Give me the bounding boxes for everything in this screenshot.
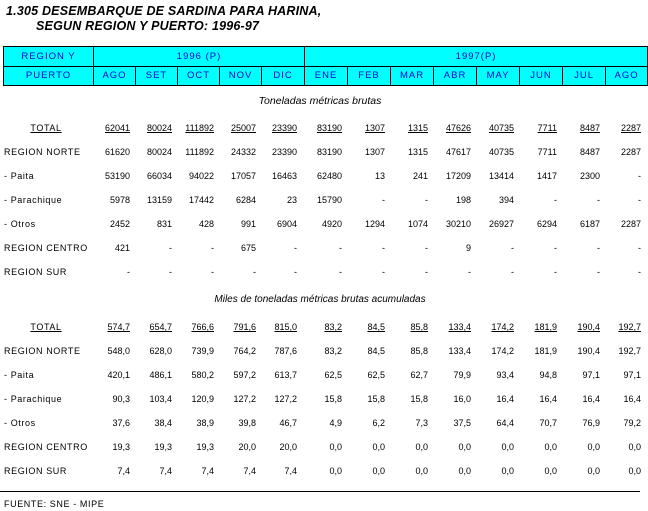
- table-cell: 111892: [185, 147, 214, 157]
- month-header: DIC: [262, 66, 305, 86]
- table-cell: -: [382, 243, 385, 253]
- table-cell: -: [211, 243, 214, 253]
- table-cell: 597,2: [233, 370, 256, 380]
- table-cell: 0,0: [628, 442, 641, 452]
- row-label: REGION CENTRO: [4, 243, 88, 253]
- table-cell: 37,6: [112, 418, 130, 428]
- table-cell: 20,0: [238, 442, 256, 452]
- table-cell: -: [597, 267, 600, 277]
- table-cumulative: [0, 315, 643, 483]
- table-cell: 0,0: [587, 442, 600, 452]
- table-cell: 628,0: [149, 346, 172, 356]
- table-cell: 80024: [146, 123, 172, 133]
- table-cell: 6187: [579, 219, 600, 229]
- table-cell: 421: [114, 243, 130, 253]
- table-cell: 40735: [488, 123, 514, 133]
- table-cell: 0,0: [372, 466, 385, 476]
- table-cell: 0,0: [587, 466, 600, 476]
- table-cell: 613,7: [274, 370, 297, 380]
- table-cell: 17442: [188, 195, 214, 205]
- table-cell: 7,4: [284, 466, 297, 476]
- table-cell: 80024: [146, 147, 172, 157]
- table-cell: -: [511, 243, 514, 253]
- table-cell: 6,2: [372, 418, 385, 428]
- table-cell: 70,7: [539, 418, 557, 428]
- table-cell: 97,1: [582, 370, 600, 380]
- table-cell: -: [597, 243, 600, 253]
- row-label: REGION NORTE: [4, 147, 81, 157]
- table-cell: 23: [286, 195, 297, 205]
- table-cell: -: [211, 267, 214, 277]
- row-label: REGION CENTRO: [4, 442, 88, 452]
- table-cell: -: [425, 267, 428, 277]
- table-cell: 192,7: [618, 322, 641, 332]
- table-cell: 13159: [146, 195, 172, 205]
- month-header: AGO: [606, 66, 648, 86]
- table-cell: 66034: [146, 171, 172, 181]
- table-cell: 61620: [104, 147, 130, 157]
- table-cell: 76,9: [582, 418, 600, 428]
- table-cell: 174,2: [491, 322, 514, 332]
- table-cell: 53190: [104, 171, 130, 181]
- row-label: - Otros: [4, 418, 36, 428]
- table-cell: 85,8: [410, 346, 428, 356]
- table-cell: 13: [374, 171, 385, 181]
- table-row: [0, 387, 643, 411]
- table-cell: 97,1: [623, 370, 641, 380]
- table-cell: 7711: [537, 123, 557, 133]
- table-cell: 7,4: [201, 466, 214, 476]
- table-cell: 15790: [316, 195, 342, 205]
- table-row: [0, 459, 643, 483]
- table-cell: -: [382, 267, 385, 277]
- row-label: - Parachique: [4, 195, 63, 205]
- source-note: FUENTE: SNE - MIPE: [4, 499, 105, 509]
- table-cell: -: [554, 267, 557, 277]
- table-cell: -: [169, 243, 172, 253]
- section-title-tonnes: Toneladas métricas brutas: [258, 95, 382, 107]
- table-cell: -: [597, 195, 600, 205]
- table-cell: -: [169, 267, 172, 277]
- table-cell: 15,8: [410, 394, 428, 404]
- table-cell: 5978: [109, 195, 130, 205]
- row-label-header-top: REGION Y: [4, 47, 94, 67]
- table-cell: 2287: [620, 219, 641, 229]
- table-cell: 1417: [536, 171, 557, 181]
- table-cell: 0,0: [329, 442, 342, 452]
- table-cell: 85,8: [410, 322, 428, 332]
- table-cell: 64,4: [496, 418, 514, 428]
- month-header: OCT: [178, 66, 220, 86]
- table-cell: 19,3: [112, 442, 130, 452]
- table-cell: 79,2: [623, 418, 641, 428]
- table-cell: 30210: [445, 219, 471, 229]
- table-cell: 764,2: [233, 346, 256, 356]
- footer-divider: [0, 491, 640, 492]
- row-label: REGION SUR: [4, 466, 68, 476]
- table-cell: -: [339, 243, 342, 253]
- row-label: REGION NORTE: [4, 346, 81, 356]
- table-cell: 8487: [579, 123, 600, 133]
- table-cell: 38,4: [154, 418, 172, 428]
- month-header: AGO: [94, 66, 136, 86]
- year-header-1997: 1997(P): [305, 47, 648, 67]
- table-cell: 428: [198, 219, 214, 229]
- table-cell: 0,0: [415, 466, 428, 476]
- table-cell: -: [554, 195, 557, 205]
- table-cell: 654,7: [149, 322, 172, 332]
- table-cell: 83,2: [324, 346, 342, 356]
- table-cell: 62,5: [324, 370, 342, 380]
- table-cell: 0,0: [628, 466, 641, 476]
- row-label: - Parachique: [4, 394, 63, 404]
- table-cell: 0,0: [544, 466, 557, 476]
- page-title: 1.305 DESEMBARQUE DE SARDINA PARA HARINA,: [6, 4, 322, 18]
- table-cell: 26927: [488, 219, 514, 229]
- table-cell: 831: [156, 219, 172, 229]
- table-cell: 791,6: [233, 322, 256, 332]
- table-cell: 548,0: [107, 346, 130, 356]
- table-cell: 174,2: [491, 346, 514, 356]
- table-cell: 120,9: [191, 394, 214, 404]
- table-cell: 83190: [316, 147, 342, 157]
- table-cell: 6294: [536, 219, 557, 229]
- table-row: [0, 188, 643, 212]
- table-cell: 991: [240, 219, 256, 229]
- table-cell: 62,5: [367, 370, 385, 380]
- table-cell: 15,8: [367, 394, 385, 404]
- month-header: FEB: [348, 66, 391, 86]
- table-cell: 15,8: [324, 394, 342, 404]
- month-header: SET: [136, 66, 178, 86]
- table-cell: 2287: [620, 147, 641, 157]
- table-row: [0, 411, 643, 435]
- table-cell: 17209: [445, 171, 471, 181]
- month-header: JUL: [563, 66, 606, 86]
- table-cell: 47626: [445, 123, 471, 133]
- table-cell: 4920: [321, 219, 342, 229]
- table-cell: 19,3: [154, 442, 172, 452]
- table-cell: 192,7: [618, 346, 641, 356]
- table-cell: 94,8: [539, 370, 557, 380]
- table-cell: 84,5: [367, 346, 385, 356]
- table-cell: 79,9: [453, 370, 471, 380]
- table-row: [0, 140, 643, 164]
- table-cell: 574,7: [107, 322, 130, 332]
- table-cell: 47617: [445, 147, 471, 157]
- table-cell: 7,4: [117, 466, 130, 476]
- table-cell: 2300: [579, 171, 600, 181]
- table-cell: 1315: [407, 147, 428, 157]
- month-header: NOV: [220, 66, 262, 86]
- table-cell: 16,4: [539, 394, 557, 404]
- table-cell: 103,4: [149, 394, 172, 404]
- table-cell: 0,0: [415, 442, 428, 452]
- table-cell: 46,7: [279, 418, 297, 428]
- table-row: [0, 116, 643, 140]
- table-cell: 40735: [488, 147, 514, 157]
- table-row: [0, 435, 643, 459]
- table-cell: 0,0: [329, 466, 342, 476]
- table-cell: 133,4: [448, 322, 471, 332]
- table-cell: 7,4: [159, 466, 172, 476]
- row-label: - Otros: [4, 219, 36, 229]
- month-header: JUN: [520, 66, 563, 86]
- table-cell: -: [425, 243, 428, 253]
- table-row: [0, 260, 643, 284]
- table-row: [0, 363, 643, 387]
- table-cell: 16,4: [582, 394, 600, 404]
- table-cell: 2287: [620, 123, 641, 133]
- table-cell: 0,0: [501, 442, 514, 452]
- table-cell: 19,3: [196, 442, 214, 452]
- table-cell: 84,5: [367, 322, 385, 332]
- table-cell: 739,9: [191, 346, 214, 356]
- table-row: [0, 339, 643, 363]
- table-cell: 8487: [579, 147, 600, 157]
- table-cell: -: [468, 267, 471, 277]
- table-cell: 13414: [488, 171, 514, 181]
- table-cell: 1315: [407, 123, 428, 133]
- table-cell: 17057: [230, 171, 256, 181]
- table-cell: 181,9: [534, 346, 557, 356]
- table-cell: 94022: [188, 171, 214, 181]
- table-cell: 25007: [230, 123, 256, 133]
- table-cell: 6284: [235, 195, 256, 205]
- table-cell: 420,1: [107, 370, 130, 380]
- table-cell: 83190: [316, 123, 342, 133]
- table-cell: 127,2: [233, 394, 256, 404]
- year-header-1996: 1996 (P): [94, 47, 305, 67]
- table-cell: 0,0: [458, 442, 471, 452]
- section-title-cumulative: Miles de toneladas métricas brutas acumuladas: [214, 294, 426, 305]
- table-cell: 675: [240, 243, 256, 253]
- table-row: [0, 236, 643, 260]
- table-cell: 111892: [185, 123, 214, 133]
- table-cell: -: [339, 267, 342, 277]
- table-cell: 7,3: [415, 418, 428, 428]
- table-cell: 62,7: [410, 370, 428, 380]
- table-cell: 16463: [271, 171, 297, 181]
- table-row: [0, 315, 643, 339]
- table-cell: 24332: [230, 147, 256, 157]
- table-cell: 1294: [364, 219, 385, 229]
- table-cell: 2452: [109, 219, 130, 229]
- table-cell: 0,0: [372, 442, 385, 452]
- table-cell: 62041: [104, 123, 130, 133]
- table-row: [0, 164, 643, 188]
- table-cell: 133,4: [448, 346, 471, 356]
- table-cell: -: [638, 195, 641, 205]
- table-cell: 1074: [407, 219, 428, 229]
- table-cell: -: [127, 267, 130, 277]
- table-cell: 181,9: [534, 322, 557, 332]
- table-cell: 7711: [537, 147, 557, 157]
- table-cell: 787,6: [274, 346, 297, 356]
- table-cell: 23390: [271, 123, 297, 133]
- month-header: ENE: [305, 66, 348, 86]
- table-cell: 39,8: [238, 418, 256, 428]
- table-cell: 37,5: [453, 418, 471, 428]
- table-tonnes: [0, 116, 643, 284]
- table-cell: 90,3: [112, 394, 130, 404]
- table-cell: 7,4: [243, 466, 256, 476]
- table-cell: 9: [465, 243, 471, 253]
- table-cell: 62480: [316, 171, 342, 181]
- table-cell: 23390: [271, 147, 297, 157]
- row-label: REGION SUR: [4, 267, 68, 277]
- table-cell: 198: [455, 195, 471, 205]
- table-cell: 766,6: [191, 322, 214, 332]
- row-label: - Paita: [4, 171, 35, 181]
- table-cell: 241: [412, 171, 428, 181]
- column-header: [3, 46, 648, 86]
- table-cell: 190,4: [577, 322, 600, 332]
- table-cell: -: [382, 195, 385, 205]
- table-cell: 486,1: [149, 370, 172, 380]
- table-cell: -: [638, 171, 641, 181]
- page-subtitle: SEGUN REGION Y PUERTO: 1996-97: [36, 19, 260, 33]
- month-header: MAY: [477, 66, 520, 86]
- row-label: TOTAL: [30, 123, 62, 133]
- table-cell: 0,0: [458, 466, 471, 476]
- table-cell: 0,0: [501, 466, 514, 476]
- table-cell: -: [511, 267, 514, 277]
- table-cell: -: [294, 267, 297, 277]
- table-cell: -: [638, 243, 641, 253]
- table-cell: 815,0: [274, 322, 297, 332]
- table-cell: -: [638, 267, 641, 277]
- table-cell: 1307: [364, 147, 385, 157]
- row-label: TOTAL: [30, 322, 62, 332]
- table-cell: 394: [498, 195, 514, 205]
- table-cell: 16,4: [496, 394, 514, 404]
- table-cell: -: [425, 195, 428, 205]
- table-cell: -: [294, 243, 297, 253]
- table-cell: 580,2: [191, 370, 214, 380]
- row-label-header-bottom: PUERTO: [4, 66, 94, 86]
- table-cell: -: [253, 267, 256, 277]
- table-cell: 127,2: [274, 394, 297, 404]
- table-row: [0, 212, 643, 236]
- table-cell: 83,2: [324, 322, 342, 332]
- table-cell: 16,4: [623, 394, 641, 404]
- table-cell: 4,9: [329, 418, 342, 428]
- table-cell: 93,4: [496, 370, 514, 380]
- month-header: MAR: [391, 66, 434, 86]
- month-header: ABR: [434, 66, 477, 86]
- table-cell: 38,9: [196, 418, 214, 428]
- table-cell: 16,0: [453, 394, 471, 404]
- table-cell: 6904: [276, 219, 297, 229]
- table-cell: 190,4: [577, 346, 600, 356]
- row-label: - Paita: [4, 370, 35, 380]
- table-cell: 1307: [364, 123, 385, 133]
- table-cell: 20,0: [279, 442, 297, 452]
- table-cell: -: [554, 243, 557, 253]
- table-cell: 0,0: [544, 442, 557, 452]
